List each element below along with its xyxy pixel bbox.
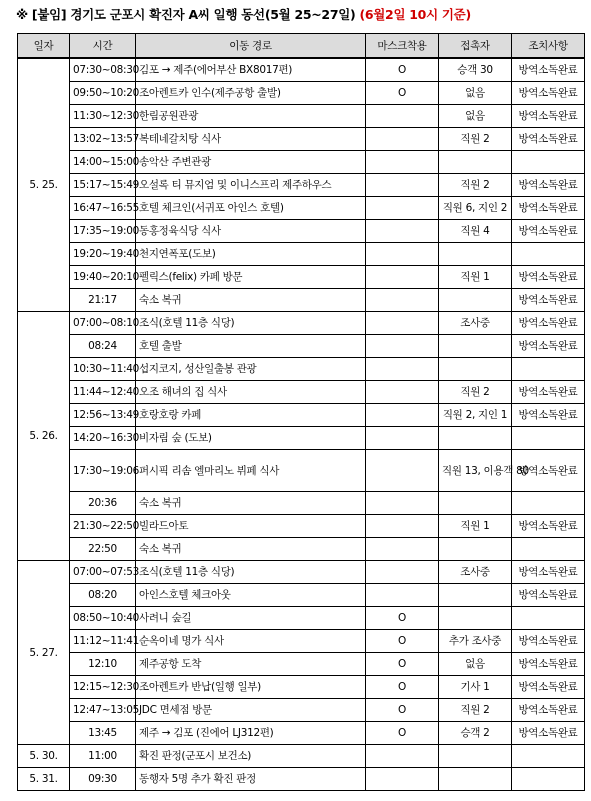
- mask-cell: [366, 174, 439, 197]
- route-cell: 확진 판정(군포시 보건소): [136, 745, 366, 768]
- mask-cell: O: [366, 82, 439, 105]
- route-cell: 섭지코지, 성산일출봉 관광: [136, 358, 366, 381]
- action-cell: 방역소독완료: [512, 450, 585, 492]
- mask-cell: [366, 427, 439, 450]
- mask-cell: [366, 381, 439, 404]
- header-route: 이동 경로: [136, 34, 366, 59]
- contact-cell: [439, 538, 512, 561]
- document-title: [16, 5, 471, 23]
- route-cell: 숙소 복귀: [136, 538, 366, 561]
- action-cell: 방역소독완료: [512, 404, 585, 427]
- title-text: ※ [붙임] 경기도 군포시 확진자 A씨 일행 동선(5월 25~27일): [16, 7, 356, 22]
- route-cell: JDC 면세점 방문: [136, 699, 366, 722]
- action-cell: 방역소독완료: [512, 561, 585, 584]
- action-cell: 방역소독완료: [512, 82, 585, 105]
- contact-cell: 없음: [439, 82, 512, 105]
- mask-cell: [366, 561, 439, 584]
- contact-cell: 직원 2: [439, 699, 512, 722]
- contact-cell: 없음: [439, 105, 512, 128]
- mask-cell: [366, 538, 439, 561]
- time-cell: 20:36: [70, 492, 136, 515]
- route-cell: 펠릭스(felix) 카페 방문: [136, 266, 366, 289]
- mask-cell: [366, 243, 439, 266]
- route-cell: 조아렌트카 반납(일행 일부): [136, 676, 366, 699]
- action-cell: [512, 243, 585, 266]
- table-row: [18, 653, 585, 676]
- contact-cell: 직원 2: [439, 174, 512, 197]
- time-cell: 11:12~11:41: [70, 630, 136, 653]
- mask-cell: [366, 768, 439, 791]
- table-row: [18, 58, 585, 82]
- time-cell: 08:20: [70, 584, 136, 607]
- route-cell: 조식(호텔 11층 식당): [136, 312, 366, 335]
- route-cell: 김포 → 제주(에어부산 BX8017편): [136, 58, 366, 82]
- mask-cell: [366, 515, 439, 538]
- table-row: [18, 174, 585, 197]
- mask-cell: [366, 128, 439, 151]
- route-cell: 천지연폭포(도보): [136, 243, 366, 266]
- table-row: [18, 151, 585, 174]
- route-cell: 숙소 복귀: [136, 289, 366, 312]
- action-cell: 방역소독완료: [512, 58, 585, 82]
- mask-cell: [366, 335, 439, 358]
- table-row: [18, 358, 585, 381]
- route-cell: 복테네갈치탕 식사: [136, 128, 366, 151]
- action-cell: [512, 492, 585, 515]
- table-row: [18, 492, 585, 515]
- mask-cell: [366, 197, 439, 220]
- action-cell: 방역소독완료: [512, 699, 585, 722]
- contact-cell: 조사중: [439, 561, 512, 584]
- table-row: [18, 312, 585, 335]
- mask-cell: [366, 745, 439, 768]
- contact-cell: 직원 13, 이용객 80: [439, 450, 512, 492]
- movement-table: [17, 33, 585, 791]
- table-row: [18, 289, 585, 312]
- route-cell: 오조 해녀의 집 식사: [136, 381, 366, 404]
- mask-cell: [366, 289, 439, 312]
- action-cell: [512, 745, 585, 768]
- time-cell: 17:35~19:00: [70, 220, 136, 243]
- table-row: [18, 335, 585, 358]
- action-cell: 방역소독완료: [512, 335, 585, 358]
- table-row: [18, 722, 585, 745]
- route-cell: 숙소 복귀: [136, 492, 366, 515]
- action-cell: [512, 607, 585, 630]
- date-cell: 5. 26.: [18, 312, 70, 561]
- route-cell: 사려니 숲길: [136, 607, 366, 630]
- time-cell: 12:10: [70, 653, 136, 676]
- action-cell: [512, 768, 585, 791]
- mask-cell: [366, 220, 439, 243]
- time-cell: 14:20~16:30: [70, 427, 136, 450]
- contact-cell: [439, 584, 512, 607]
- time-cell: 11:30~12:30: [70, 105, 136, 128]
- action-cell: 방역소독완료: [512, 381, 585, 404]
- action-cell: 방역소독완료: [512, 197, 585, 220]
- table-row: [18, 243, 585, 266]
- action-cell: 방역소독완료: [512, 174, 585, 197]
- header-date: 일자: [18, 34, 70, 59]
- contact-cell: 직원 2, 지인 1: [439, 404, 512, 427]
- table-row: [18, 82, 585, 105]
- table-row: [18, 699, 585, 722]
- time-cell: 21:30~22:50: [70, 515, 136, 538]
- contact-cell: [439, 492, 512, 515]
- route-cell: 동홍정육식당 식사: [136, 220, 366, 243]
- time-cell: 15:17~15:49: [70, 174, 136, 197]
- route-cell: 빌라드아토: [136, 515, 366, 538]
- route-cell: 순옥이네 명가 식사: [136, 630, 366, 653]
- time-cell: 12:15~12:30: [70, 676, 136, 699]
- contact-cell: 직원 4: [439, 220, 512, 243]
- mask-cell: [366, 105, 439, 128]
- action-cell: 방역소독완료: [512, 128, 585, 151]
- time-cell: 17:30~19:06: [70, 450, 136, 492]
- route-cell: 제주 → 김포 (진에어 LJ312편): [136, 722, 366, 745]
- table-row: [18, 561, 585, 584]
- table-row: [18, 128, 585, 151]
- header-contact: 접촉자: [439, 34, 512, 59]
- header-time: 시간: [70, 34, 136, 59]
- date-cell: 5. 30.: [18, 745, 70, 768]
- header-mask: 마스크착용: [366, 34, 439, 59]
- contact-cell: [439, 745, 512, 768]
- route-cell: 호랑호랑 카페: [136, 404, 366, 427]
- action-cell: 방역소독완료: [512, 584, 585, 607]
- time-cell: 12:47~13:05: [70, 699, 136, 722]
- mask-cell: [366, 151, 439, 174]
- table-row: [18, 450, 585, 492]
- time-cell: 10:30~11:40: [70, 358, 136, 381]
- contact-cell: 승객 2: [439, 722, 512, 745]
- contact-cell: [439, 358, 512, 381]
- table-row: [18, 197, 585, 220]
- route-cell: 호텔 출발: [136, 335, 366, 358]
- action-cell: 방역소독완료: [512, 289, 585, 312]
- mask-cell: O: [366, 607, 439, 630]
- mask-cell: O: [366, 630, 439, 653]
- mask-cell: O: [366, 722, 439, 745]
- contact-cell: 기사 1: [439, 676, 512, 699]
- time-cell: 09:30: [70, 768, 136, 791]
- table-row: [18, 768, 585, 791]
- time-cell: 22:50: [70, 538, 136, 561]
- time-cell: 09:50~10:20: [70, 82, 136, 105]
- title-date-note: (6월2일 10시 기준): [359, 7, 471, 22]
- time-cell: 19:40~20:10: [70, 266, 136, 289]
- header-action: 조치사항: [512, 34, 585, 59]
- table-row: [18, 538, 585, 561]
- mask-cell: [366, 404, 439, 427]
- action-cell: [512, 151, 585, 174]
- action-cell: 방역소독완료: [512, 312, 585, 335]
- table-body: [18, 58, 585, 791]
- route-cell: 오설록 티 뮤지엄 및 이니스프리 제주하우스: [136, 174, 366, 197]
- mask-cell: [366, 492, 439, 515]
- time-cell: 07:00~08:10: [70, 312, 136, 335]
- mask-cell: [366, 584, 439, 607]
- route-cell: 제주공항 도착: [136, 653, 366, 676]
- mask-cell: O: [366, 676, 439, 699]
- contact-cell: 직원 1: [439, 515, 512, 538]
- contact-cell: [439, 427, 512, 450]
- table-row: [18, 105, 585, 128]
- action-cell: [512, 427, 585, 450]
- header-row: [18, 34, 585, 59]
- table-row: [18, 266, 585, 289]
- time-cell: 12:56~13:49: [70, 404, 136, 427]
- time-cell: 07:00~07:53: [70, 561, 136, 584]
- time-cell: 16:47~16:55: [70, 197, 136, 220]
- table-row: [18, 607, 585, 630]
- date-cell: 5. 25.: [18, 58, 70, 312]
- route-cell: 비자림 숲 (도보): [136, 427, 366, 450]
- mask-cell: O: [366, 699, 439, 722]
- table-row: [18, 404, 585, 427]
- time-cell: 07:30~08:30: [70, 58, 136, 82]
- contact-cell: [439, 289, 512, 312]
- contact-cell: 없음: [439, 653, 512, 676]
- action-cell: 방역소독완료: [512, 220, 585, 243]
- table-row: [18, 220, 585, 243]
- time-cell: 14:00~15:00: [70, 151, 136, 174]
- time-cell: 19:20~19:40: [70, 243, 136, 266]
- mask-cell: [366, 312, 439, 335]
- contact-cell: 직원 6, 지인 2: [439, 197, 512, 220]
- table-row: [18, 584, 585, 607]
- table-row: [18, 676, 585, 699]
- time-cell: 13:45: [70, 722, 136, 745]
- contact-cell: 추가 조사중: [439, 630, 512, 653]
- time-cell: 11:44~12:40: [70, 381, 136, 404]
- time-cell: 11:00: [70, 745, 136, 768]
- action-cell: 방역소독완료: [512, 105, 585, 128]
- mask-cell: O: [366, 653, 439, 676]
- contact-cell: [439, 243, 512, 266]
- contact-cell: 직원 1: [439, 266, 512, 289]
- action-cell: [512, 358, 585, 381]
- time-cell: 08:50~10:40: [70, 607, 136, 630]
- date-cell: 5. 27.: [18, 561, 70, 745]
- contact-cell: [439, 768, 512, 791]
- contact-cell: 승객 30: [439, 58, 512, 82]
- date-cell: 5. 31.: [18, 768, 70, 791]
- mask-cell: [366, 266, 439, 289]
- contact-cell: [439, 335, 512, 358]
- route-cell: 송악산 주변관광: [136, 151, 366, 174]
- contact-cell: [439, 607, 512, 630]
- table-row: [18, 427, 585, 450]
- action-cell: 방역소독완료: [512, 722, 585, 745]
- route-cell: 조식(호텔 11층 식당): [136, 561, 366, 584]
- route-cell: 조아렌트카 인수(제주공항 출발): [136, 82, 366, 105]
- route-cell: 호텔 체크인(서귀포 아인스 호텔): [136, 197, 366, 220]
- action-cell: 방역소독완료: [512, 515, 585, 538]
- action-cell: 방역소독완료: [512, 676, 585, 699]
- time-cell: 21:17: [70, 289, 136, 312]
- action-cell: 방역소독완료: [512, 266, 585, 289]
- route-cell: 동행자 5명 추가 확진 판정: [136, 768, 366, 791]
- route-cell: 아인스호텔 체크아웃: [136, 584, 366, 607]
- mask-cell: [366, 358, 439, 381]
- time-cell: 13:02~13:57: [70, 128, 136, 151]
- mask-cell: O: [366, 58, 439, 82]
- table-row: [18, 630, 585, 653]
- time-cell: 08:24: [70, 335, 136, 358]
- contact-cell: 직원 2: [439, 128, 512, 151]
- table-row: [18, 381, 585, 404]
- table-row: [18, 515, 585, 538]
- route-cell: 퍼시픽 리솜 엘마리노 뷔페 식사: [136, 450, 366, 492]
- action-cell: [512, 538, 585, 561]
- action-cell: 방역소독완료: [512, 653, 585, 676]
- contact-cell: [439, 151, 512, 174]
- mask-cell: [366, 450, 439, 492]
- contact-cell: 직원 2: [439, 381, 512, 404]
- table-row: [18, 745, 585, 768]
- action-cell: 방역소독완료: [512, 630, 585, 653]
- route-cell: 한림공원관광: [136, 105, 366, 128]
- contact-cell: 조사중: [439, 312, 512, 335]
